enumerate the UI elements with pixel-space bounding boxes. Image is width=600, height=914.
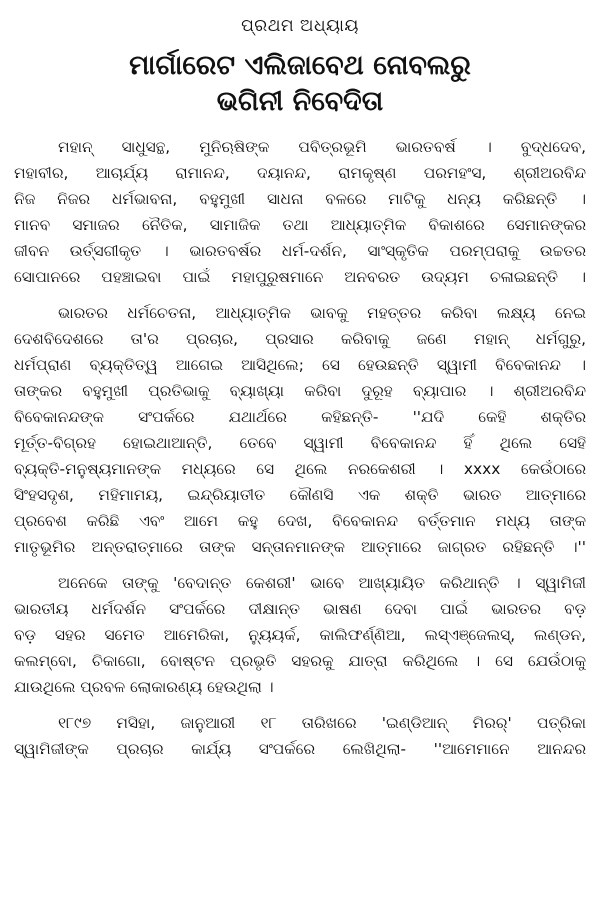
text-line: ଜୀବନ ଉର୍ତ୍ସଗୀକୃତ । ଭାରତବର୍ଷର ଧର୍ମ-ଦର୍ଶନ, ସାଂସ୍କୃତିକ ପରମ୍ପରାକୁ ଉଚ୍ଚତର bbox=[14, 242, 586, 260]
text-line: ବ୍ୟକ୍ତି-ମନୁଷ୍ୟମାନଙ୍କ ମଧ୍ୟରେ ସେ ଥିଲେ ନରକେଶରୀ । xxxx କେଉଁଠାରେ bbox=[14, 460, 586, 478]
text-line: ସ୍ୱାମିଜୀଙ୍କ ପ୍ରଚାର କାର୍ଯ୍ୟ ସଂପର୍କରେ ଲେଖିଥିଲା- ''ଆମେମାନେ ଆନନ୍ଦର bbox=[14, 740, 586, 758]
text-line: ସୋପାନରେ ପହଞ୍ଚାଇବା ପାଇଁ ମହାପୁରୁଷମାନେ ଅନବରତ ଉଦ୍ୟମ ଚଳାଇଛନ୍ତି । bbox=[14, 268, 586, 286]
text-line: ଭାରତୀୟ ଧର୍ମଦର୍ଶନ ସଂପର୍କରେ ଦୀକ୍ଷାନ୍ତ ଭାଷଣ ଦେବା ପାଇଁ ଭାରତର ବଡ଼ bbox=[14, 600, 586, 618]
text-line: ଅନେକେ ତାଙ୍କୁ 'ବେଦାନ୍ତ କେଶରୀ' ଭାବେ ଆଖ୍ୟାୟିତ କରିଥାନ୍ତି । ସ୍ୱାମିଜୀ bbox=[58, 574, 586, 592]
text-line: ପ୍ରବେଶ କରିଛି ଏବଂ ଆମେ କହୁ ଦେଖ, ବିବେକାନନ୍ଦ ବର୍ତ୍ତମାନ ମଧ୍ୟ ତାଙ୍କ bbox=[14, 512, 586, 530]
paragraph-3 bbox=[14, 570, 586, 700]
paragraph-2 bbox=[14, 300, 586, 560]
paragraph-4 bbox=[14, 710, 586, 762]
text-line: ତାଙ୍କର ବହୁମୁଖୀ ପ୍ରତିଭାକୁ ବ୍ୟାଖ୍ୟା କରିବା ଦୁରୂହ ବ୍ୟାପାର । ଶ୍ରୀଅରବିନ୍ଦ bbox=[14, 382, 586, 400]
text-line: ଭାରତର ଧର୍ମଚେତନା, ଆଧ୍ୟାତ୍ମିକ ଭାବକୁ ମହତ୍ତର କରିବା ଲକ୍ଷ୍ୟ ନେଇ bbox=[58, 304, 586, 322]
text-line: ୧୮୯୭ ମସିହା, ଜାନୁଆରୀ ୧୮ ତାରିଖରେ 'ଇଣ୍ଡିଆନ୍ ମିରର୍' ପତ୍ରିକା bbox=[58, 714, 586, 732]
chapter-heading: ପ୍ରଥମ ଅଧ୍ୟାୟ bbox=[241, 16, 359, 36]
chapter-title-line-1: ମାର୍ଗାରେଟ ଏଲିଜାବେଥ ନୋବଲରୁ bbox=[129, 50, 471, 81]
text-line: କଲମ୍ବୋ, ଚିକାଗୋ, ବୋଷ୍ଟନ ପ୍ରଭୃତି ସହରକୁ ଯାତ୍ରା କରିଥିଲେ । ସେ ଯେଉଁଠାକୁ bbox=[14, 652, 586, 670]
text-line: ଯାଉଥିଲେ ପ୍ରବଳ ଲୋକାରଣ୍ୟ ହେଉଥିଲା । bbox=[14, 678, 274, 696]
text-line: ମହାବୀର, ଆଚାର୍ଯ୍ୟ ରାମାନନ୍ଦ, ଦୟାନନ୍ଦ, ରାମକୃଷ୍ଣ ପରମହଂସ, ଶ୍ରୀଅରବିନ୍ଦ bbox=[14, 164, 586, 182]
text-line: ଧର୍ମପ୍ରାଣ ବ୍ୟକ୍ତିତ୍ୱ ଆଗେଇ ଆସିଥିଲେ; ସେ ହେଉଛନ୍ତି ସ୍ୱାମୀ ବିବେକାନନ୍ଦ । bbox=[14, 356, 586, 374]
paragraph-1 bbox=[14, 134, 586, 290]
text-line: ମହାନ୍ ସାଧୁସନ୍ଥ, ମୁନିଋଷିଙ୍କ ପବିତ୍ରଭୂମି ଭାରତବର୍ଷ । ବୁଦ୍ଧଦେବ, bbox=[58, 138, 586, 156]
text-line: ବଡ଼ ସହର ସମେତ ଆମେରିକା, ନ୍ୟୁୟର୍କ, କାଲିଫର୍ଣ୍ଣିଆ, ଲସ୍‌ଏଞ୍ଜେଲସ୍, ଲଣ୍ଡନ, bbox=[14, 626, 586, 644]
text-line: ମାତୃଭୂମିର ଅନ୍ତରାତ୍ମାରେ ତାଙ୍କ ସନ୍ତାନମାନଙ୍କ ଆତ୍ମାରେ ଜାଗ୍ରତ ରହିଛନ୍ତି ।'' bbox=[14, 538, 586, 556]
text-line: ମୂର୍ତ୍ତ-ବିଗ୍ରହ ହୋଇଥାଆନ୍ତି, ତେବେ ସ୍ୱାମୀ ବିବେକାନନ୍ଦ ହିଁ ଥିଲେ ସେହି bbox=[14, 434, 586, 452]
text-line: ସିଂହସଦୃଶ, ମହିମାମୟ, ଇନ୍ଦ୍ରିୟାତୀତ କୌଣସି ଏକ ଶକ୍ତି ଭାରତ ଆତ୍ମାରେ bbox=[14, 486, 586, 504]
text-line: ଦେଶବିଦେଶରେ ତା'ର ପ୍ରଚାର, ପ୍ରସାର କରିବାକୁ ଜଣେ ମହାନ୍ ଧର୍ମଗୁରୁ, bbox=[14, 330, 586, 348]
text-line: ବିବେକାନନ୍ଦଙ୍କ ସଂପର୍କରେ ଯଥାର୍ଥରେ କହିଛନ୍ତି- ''ଯଦି କେହି ଶକ୍ତିର bbox=[14, 408, 586, 426]
text-line: ନିଜ ନିଜର ଧର୍ମଭାବନା, ବହୁମୁଖୀ ସାଧନା ବଳରେ ମାଟିକୁ ଧନ୍ୟ କରିଛନ୍ତି । bbox=[14, 190, 586, 208]
text-line: ମାନବ ସମାଜର ନୈତିକ, ସାମାଜିକ ତଥା ଆଧ୍ୟାତ୍ମିକ ବିକାଶରେ ସେମାନଙ୍କର bbox=[14, 216, 586, 234]
chapter-title-line-2: ଭଗିନୀ ନିବେଦିତା bbox=[216, 86, 384, 117]
chapter-title bbox=[14, 48, 586, 120]
